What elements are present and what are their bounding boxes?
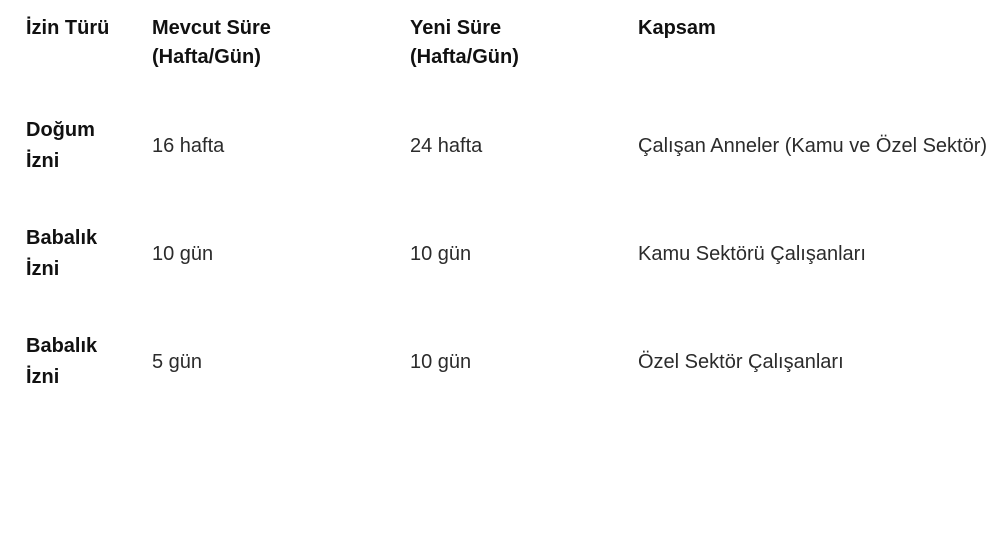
column-header-current-duration-line2: (Hafta/Gün) (152, 46, 261, 68)
row-new-duration: 24 hafta (410, 135, 483, 157)
row-current-duration: 5 gün (152, 351, 203, 373)
row-new-duration: 10 gün (410, 243, 472, 265)
column-header-scope (638, 14, 1008, 92)
row-leave-type (0, 200, 152, 308)
column-header-scope-line1: Kapsam (638, 17, 716, 39)
row-current-duration: 10 gün (152, 243, 214, 265)
column-header-leave-type-line1: İzin Türü (26, 17, 110, 39)
row-leave-type-line1: Babalık (26, 335, 98, 357)
row-new-duration: 10 gün (410, 351, 472, 373)
column-header-leave-type (0, 14, 152, 92)
row-scope: Kamu Sektörü Çalışanları (638, 243, 866, 265)
row-leave-type-line1: Babalık (26, 227, 98, 249)
column-header-new-duration-line2: (Hafta/Gün) (410, 46, 519, 68)
row-leave-type-line2: İzni (26, 258, 60, 280)
row-scope: Özel Sektör Çalışanları (638, 351, 844, 373)
column-header-new-duration (410, 14, 638, 92)
table-row (0, 308, 1008, 416)
row-leave-type-line1: Doğum (26, 119, 95, 141)
column-header-new-duration-line1: Yeni Süre (410, 17, 502, 39)
leave-comparison-table (0, 14, 1008, 416)
table-row (0, 200, 1008, 308)
table-header-row (0, 14, 1008, 92)
column-header-current-duration-line1: Mevcut Süre (152, 17, 271, 39)
row-leave-type-line2: İzni (26, 150, 60, 172)
row-leave-type (0, 308, 152, 416)
table-row (0, 92, 1008, 200)
column-header-current-duration (152, 14, 410, 92)
row-leave-type (0, 92, 152, 200)
row-leave-type-line2: İzni (26, 366, 60, 388)
row-current-duration: 16 hafta (152, 135, 225, 157)
row-scope: Çalışan Anneler (Kamu ve Özel Sektör) (638, 135, 988, 157)
